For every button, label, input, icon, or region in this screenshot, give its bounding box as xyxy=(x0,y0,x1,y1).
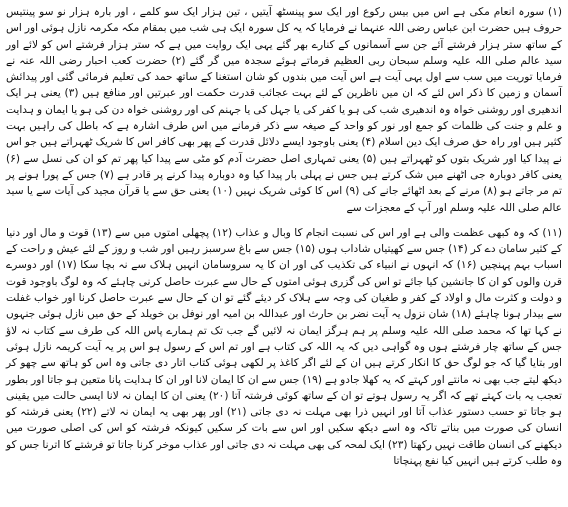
commentary-paragraph-2: (۱۱) کہ وہ کبھی عظمت والی ہے اور اس کی نسبت انجام کا وبال و عذاب (۱۲) پچھلی امتوں میں سے (۱۳) قوت و مال اور دنیا کے کثیر سامان دے کر (۱۴) جس سے کھیتیاں شاداب ہوں (۱۵) جس سے باغ سرسبز رہیں اور شب و روز کے لئے عیش و راحت کے اسباب بہم پہنچیں (۱۶) کہ انہوں نے انبیاء کی تکذیب کی اور ان کا یہ سروسامان انہیں ہلاک سے نہ بچا سکا (۱۷) اور دوسرے قرن والوں کو ان کا جانشین کیا جائے تو اس کی گزری ہوئی امتوں کے حال سے عبرت حاصل کرنی چاہئے کہ وہ لوگ باوجود قوت و دولت و کثرت مال و اولاد کے کفر و طغیان کی وجہ سے ہلاک کر دیئے گئے تو ان کے حال سے عبرت حاصل کرنا اور خواب غفلت سے بیدار ہونا چاہئے (۱۸) شان نزول یہ آیت نضر بن حارث اور عبداللہ بن امیہ اور نوفل بن خویلد کے حق میں نازل ہوئی جنہوں نے کہا تھا کہ محمد صلی اللہ علیہ وسلم پر ہم ہرگز ایمان نہ لائیں گے جب تک تم ہمارے پاس اللہ کی طرف سے کتاب نہ لاؤ جس کے ساتھ چار فرشتے ہوں وہ گواہی دیں کہ یہ اللہ کی کتاب ہے اور تم اس کے رسول ہو اس پر یہ آیت کریمہ نازل ہوئی اور بتایا گیا کہ جو لوگ حق کا انکار کرتے ہیں ان کے لئے اگر کاغذ پر لکھی ہوئی کتاب اتار دی جاتی وہ اس کو ہاتھ سے چھو کر دیکھ لیتے جب بھی نہ مانتے اور کہتے کہ یہ کھلا جادو ہے (۱۹) جس سے ان کا ایمان لانا اور ان کا ہدایت پانا متعین ہو جاتا اور بطور تعجب یہ بات کہتے تھے کہ اگر یہ رسول ہوتے تو ان کے ساتھ کوئی فرشتہ آتا (۲۰) یعنی ان کا ایمان نہ لانا ایسی حالت میں یقینی ہو جاتا تو حسب دستور عذاب آتا اور انہیں ذرا بھی مہلت نہ دی جاتی (۲۱) اور پھر بھی یہ ایمان نہ لاتے (۲۲) یعنی فرشتہ کو انسان کی صورت میں بناتے تاکہ وہ اسے دیکھ سکیں اور اس سے بات کر سکیں کیونکہ فرشتہ کو اس کی اصلی صورت میں دیکھنے کی انسان طاقت نہیں رکھتا (۲۳) ایک لمحہ کی بھی مہلت نہ دی جاتی اور عذاب موخر کرنا جاتا تو فرشتے کا اترنا جس کو وہ طلب کرتے ہیں انہیں کیا نفع پہنچاتا xyxy=(6,226,563,468)
commentary-page xyxy=(6,4,562,503)
commentary-paragraph-1: (۱) سورہ انعام مکی ہے اس میں بیس رکوع اور ایک سو پینسٹھ آیتیں ، تین ہزار ایک سو کلمے ، اور بارہ ہزار نو سو پینتیس حروف ہیں حضرت ابن عباس رضی اللہ عنہما نے فرمایا کہ یہ کل سورہ ایک ہی شب میں بمقام مکہ مکرمہ نازل ہوئی اور اس کے ساتھ ستر ہزار فرشتے آئے جن سے آسمانوں کے کنارے بھر گئے یہی ایک روایت میں ہے کہ ستر ہزار فرشتے اس کو لائے اور سید عالم صلی اللہ علیہ وسلم سبحان ربی العظیم فرماتے ہوئے سجدہ میں گر گئے (۲) حضرت کعب احبار رضی اللہ عنہ نے فرمایا توریت میں سب سے اول یہی آیت ہے اس آیت میں بندوں کو شان استغنا کے ساتھ حمد کی تعلیم فرمائی گئی اور پیدائش آسمان و زمین کا ذکر اس لئے کہ ان میں ناظرین کے لئے بہت عجائب قدرت حکمت اور عبرتیں اور منافع ہیں (۳) یعنی ہر ایک اندھیری اور روشنی خواہ وہ اندھیری شب کی ہو یا کفر کی یا جہل کی یا جہنم کی اور روشنی خواہ دن کی ہو یا ایمان و ہدایت و علم و جنت کی ظلمات کو جمع اور نور کو واحد کے صیغہ سے ذکر فرمانے میں اس طرف اشارہ ہے کہ باطل کی راہیں بہت کثیر ہیں اور راہ حق صرف ایک دین اسلام (۴) یعنی باوجود ایسے دلائل قدرت کے پھر بھی کافر اس کا شریک ٹھہراتے ہیں جو اس نے پیدا کیا اور شریک بتوں کو ٹھہراتے ہیں (۵) یعنی تمہاری اصل حضرت آدم کو مٹی سے پیدا کیا پھر تم کو ان کی نسل سے (۶) یعنی کافر دوبارہ جی اٹھنے میں شک کرتے ہیں جس نے پہلی بار پیدا کیا وہ دوبارہ پیدا کرنے پر قادر ہے (۷) جس کے پورا ہونے پر تم مر جاتے ہو (۸) مرنے کے بعد اٹھائے جانے کی (۹) اس کا کوئی شریک نہیں (۱۰) یعنی حق سے یا قرآن مجید کی آیات سے یا سید عالم صلی اللہ علیہ وسلم اور آپ کے معجزات سے xyxy=(6,6,562,214)
